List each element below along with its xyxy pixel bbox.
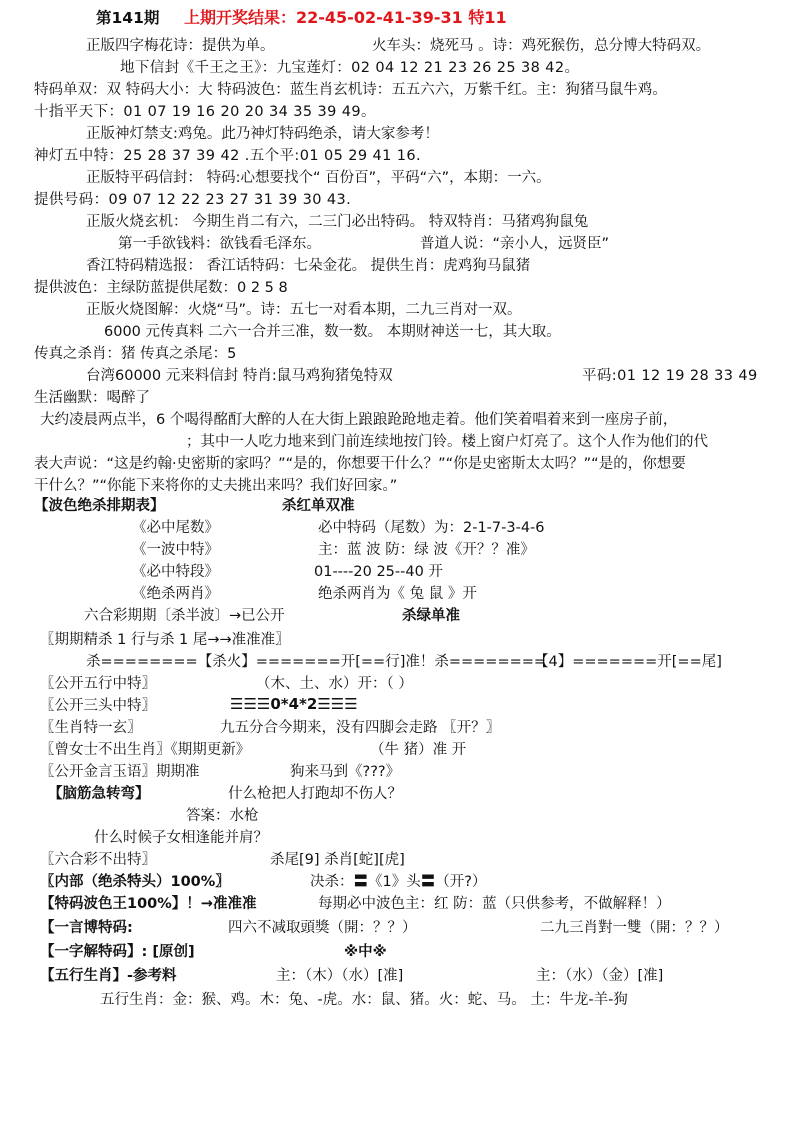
plum-poem-line: 正版四字梅花诗：提供为单。 [86, 38, 275, 54]
lamp-five-line: 神灯五中特：25 28 37 39 42 .五个平:01 05 29 41 16. [34, 148, 421, 164]
riddle-question-1: 什么枪把人打跑却不伤人？ [228, 786, 402, 802]
schedule-table-subtitle: 杀红单双准 [282, 498, 355, 514]
story-line-2: ；其中一人吃力地来到门前连续地按门铃。楼上窗户灯亮了。这个人作为他们的代 [186, 434, 708, 450]
inner-head-label: 〖内部（绝杀特头）100%〗 [40, 874, 230, 890]
humor-title: 生活幽默：喝醉了 [34, 390, 150, 406]
row-range-label: 《必中特段》 [132, 564, 219, 580]
madam-zeng-label: 〖曾女士不出生肖〗《期期更新》 [40, 742, 251, 758]
golden-words-label: 〖公开金言玉语〗期期准 [40, 764, 200, 780]
one-word-code-label: 【一言博特码: [40, 920, 133, 936]
story-line-3: 表大声说：“这是约翰·史密斯的家吗？”“是的，你想要干什么？”“你是史密斯太太吗？”“是的，你想要 [34, 456, 686, 472]
wave-color-line: 提供波色：主绿防蓝提供尾数：0 2 5 8 [34, 280, 288, 296]
fire-diagram-line: 正版火烧图解：火烧“马”。诗：五七一对看本期，二九三肖对一双。 [86, 302, 522, 318]
zodiac-mystery-value: 九五分合今期来，没有四脚会走路 〖开？〗 [220, 720, 501, 736]
no-special-value: 杀尾[9] 杀肖[蛇][虎] [270, 852, 405, 868]
lamp-ban-line: 正版神灯禁支:鸡兔。此乃神灯特码绝杀，请大家参考！ [86, 126, 439, 142]
riddle-answer-1: 答案：水枪 [186, 808, 259, 824]
inner-head-value: 决杀：〓《1》头〓（开?） [310, 874, 487, 890]
no-special-label: 〖六合彩不出特〗 [40, 852, 156, 868]
kill-green-label: 杀绿单准 [402, 608, 460, 624]
riddle-question-2: 什么时候子女相逢能并肩？ [94, 830, 268, 846]
wave-king-label: 【特码波色王100%】！→准准准 [40, 896, 257, 912]
five-zodiac-list: 五行生肖：金：猴、鸡。木：兔、-虎。水：鼠、猪。火：蛇、马。 土：牛龙-羊-狗 [100, 992, 628, 1008]
fax-material-line: 6000 元传真料 二六一合并三准，数一数。 本期财神送一七，其大取。 [104, 324, 561, 340]
kill-fire-line: 杀========【杀火】=======开[==行]准！杀======== [86, 654, 547, 670]
train-head-line: 火车头：烧死马 。诗：鸡死猴伤，总分博大特码双。 [372, 38, 711, 54]
five-zodiac-label: 【五行生肖】-参考料 [40, 968, 177, 984]
secret-envelope-line: 地下信封《千王之王》：九宝莲灯：02 04 12 21 23 26 25 38 42。 [120, 60, 580, 76]
one-word-code-value-2: 二九三肖對一雙（開：？？） [540, 920, 729, 936]
three-head-label: 〖公开三头中特〗 [40, 698, 156, 714]
five-zodiac-main-2: 主：（水）（金）[准] [536, 968, 664, 984]
story-line-4: 干什么？”“你能下来将你的丈夫挑出来吗？我们好回家。” [34, 478, 398, 494]
row-wave-value: 主：蓝 波 防：绿 波《开？？准》 [318, 542, 535, 558]
taoist-saying-line: 普道人说：“亲小人，远贤臣” [420, 236, 610, 252]
hongkong-report-line: 香江特码精选报： 香江话特码：七朵金花。 提供生肖：虎鸡狗马鼠猪 [86, 258, 531, 274]
fax-kill-line: 传真之杀肖：猪 传真之杀尾：5 [34, 346, 237, 362]
row-kill-label: 《绝杀两肖》 [132, 586, 219, 602]
row-wave-label: 《一波中特》 [132, 542, 219, 558]
one-char-code-value: ※中※ [344, 944, 387, 960]
period-kill-title: 〖期期精杀 1 行与杀 1 尾→→准准准〗 [40, 632, 290, 648]
five-element-label: 〖公开五行中特〗 [40, 676, 156, 692]
taiwan-envelope-line: 台湾60000 元来料信封 特肖:鼠马鸡狗猪兔特双 [86, 368, 393, 384]
three-head-value: ☰☰☰0*4*2☰☰☰ [230, 695, 358, 713]
row-tail-label: 《必中尾数》 [132, 520, 219, 536]
first-hand-line: 第一手欲钱料：欲钱看毛泽东。 [118, 236, 321, 252]
code-attributes-line: 特码单双：双 特码大小：大 特码波色：蓝生肖玄机诗：五五六六，万紫千红。主：狗猪马鼠牛鸡。 [34, 82, 667, 98]
flat-numbers-line: 平码:01 12 19 28 33 49 [582, 368, 758, 384]
row-tail-value: 必中特码（尾数）为：2-1-7-3-4-6 [318, 520, 545, 536]
five-zodiac-main-1: 主：（木）（水）[准] [276, 968, 404, 984]
fire-mystery-line: 正版火烧玄机： 今期生肖二有六，二三门必出特码。 特双特肖：马猪鸡狗鼠兔 [86, 214, 589, 230]
flat-code-envelope-line: 正版特平码信封： 特码:心想要找个“ 百份百”，平码“六”，本期：一六。 [86, 170, 551, 186]
ten-fingers-line: 十指平天下：01 07 19 16 20 20 34 35 39 49。 [34, 104, 376, 120]
madam-zeng-value: （牛 猪）准 开 [370, 742, 467, 758]
issue-number: 第141期 [96, 9, 160, 27]
provided-numbers-line: 提供号码：09 07 12 22 23 27 31 39 30 43. [34, 192, 352, 208]
riddle-title: 【脑筋急转弯】 [48, 786, 150, 802]
row-kill-value: 绝杀两肖为《 兔 鼠 》开 [318, 586, 477, 602]
row-range-value: 01----20 25--40 开 [314, 564, 443, 580]
golden-words-value: 狗来马到《???》 [290, 764, 401, 780]
one-char-code-label: 【一字解特码】: [原创] [40, 944, 195, 960]
schedule-table-title: 【波色绝杀排期表】 [34, 498, 165, 514]
story-line-1: 大约凌晨两点半，6 个喝得酩酊大醉的人在大街上踉踉跄跄地走着。他们笑着唱着来到一座房子前， [40, 412, 678, 428]
kill-tail-line: 【4】=======开[==尾] [534, 654, 722, 670]
five-element-value: （木、土、水）开：（ ） [256, 676, 413, 692]
zodiac-mystery-label: 〖生肖特一玄〗 [40, 720, 142, 736]
one-word-code-value-1: 四六不减取頭獎（開：？？） [228, 920, 417, 936]
wave-king-value: 每期必中波色主：红 防：蓝（只供参考，不做解释！） [318, 896, 671, 912]
half-wave-line: 六合彩期期〔杀半波〕→已公开 [84, 608, 285, 624]
previous-result: 上期开奖结果：22-45-02-41-39-31 特11 [184, 8, 507, 27]
